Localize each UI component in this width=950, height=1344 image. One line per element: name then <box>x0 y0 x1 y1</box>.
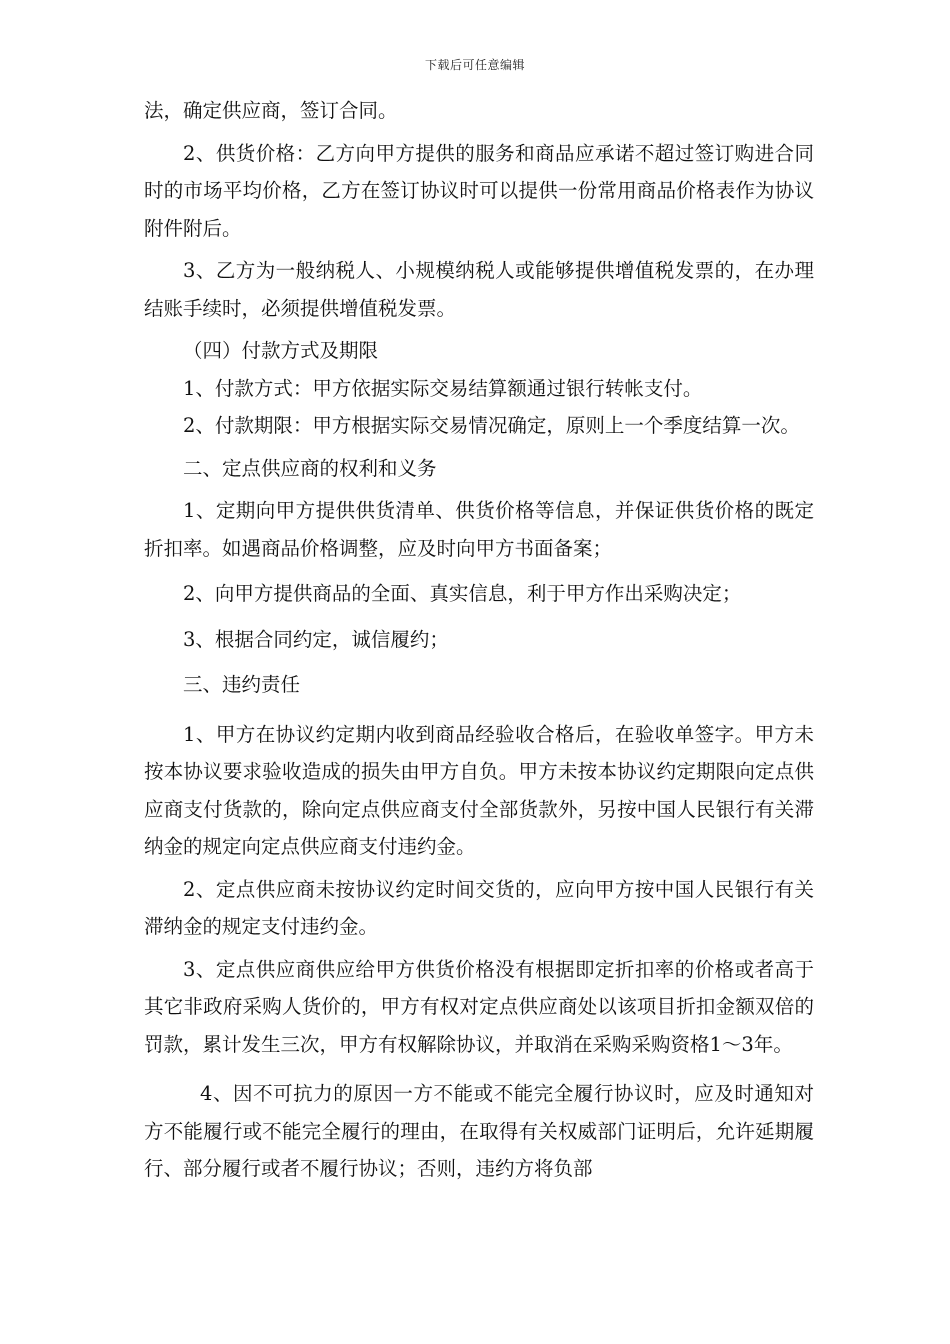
paragraph-liability-4: 4、因不可抗力的原因一方不能或不能完全履行协议时，应及时通知对方不能履行或不能完全履行的理由，在取得有关权威部门证明后，允许延期履行、部分履行或者不履行协议；否则，违约方将负部 <box>144 1082 814 1180</box>
section-heading-rights-duties: 二、定点供应商的权利和义务 <box>183 456 437 480</box>
page-header-note: 下载后可任意编辑 <box>424 58 525 72</box>
paragraph-duty-2: 2、向甲方提供商品的全面、真实信息，利于甲方作出采购决定； <box>183 582 742 605</box>
document-body <box>144 92 814 1188</box>
paragraph-duty-1: 1、定期向甲方提供供货清单、供货价格等信息，并保证供货价格的既定折扣率。如遇商品价格调整，应及时向甲方书面备案； <box>144 499 814 560</box>
paragraph-liability-1: 1、甲方在协议约定期内收到商品经验收合格后，在验收单签字。甲方未按本协议要求验收造成的损失由甲方自负。甲方未按本协议约定期限向定点供应商支付货款的，除向定点供应商支付全部货款外，另按中国人民银行有关滞纳金的规定向定点供应商支付违约金。 <box>144 722 814 858</box>
paragraph-liability-3: 3、定点供应商供应给甲方供货价格没有根据即定折扣率的价格或者高于其它非政府采购人货价的，甲方有权对定点供应商处以该项目折扣金额双倍的罚款，累计发生三次，甲方有权解除协议，并取消在采购采购资格1～3年。 <box>144 957 814 1056</box>
paragraph-supply-price: 2、供货价格：乙方向甲方提供的服务和商品应承诺不超过签订购进合同时的市场平均价格，乙方在签订协议时可以提供一份常用商品价格表作为协议附件附后。 <box>144 141 814 240</box>
paragraph-liability-2: 2、定点供应商未按协议约定时间交货的，应向甲方按中国人民银行有关滞纳金的规定支付违约金。 <box>144 877 814 938</box>
paragraph-payment-method: 1、付款方式：甲方依据实际交易结算额通过银行转帐支付。 <box>183 376 703 400</box>
paragraph-payment-term: 2、付款期限：甲方根据实际交易情况确定，原则上一个季度结算一次。 <box>183 414 800 437</box>
section-heading-payment: （四）付款方式及期限 <box>183 339 379 362</box>
paragraph-continuation: 法，确定供应商，签订合同。 <box>144 99 398 122</box>
section-heading-liability: 三、违约责任 <box>183 673 301 696</box>
paragraph-duty-3: 3、根据合同约定，诚信履约； <box>183 627 449 651</box>
paragraph-vat-invoice: 3、乙方为一般纳税人、小规模纳税人或能够提供增值税发票的，在办理结账手续时，必须提供增值税发票。 <box>144 259 814 320</box>
